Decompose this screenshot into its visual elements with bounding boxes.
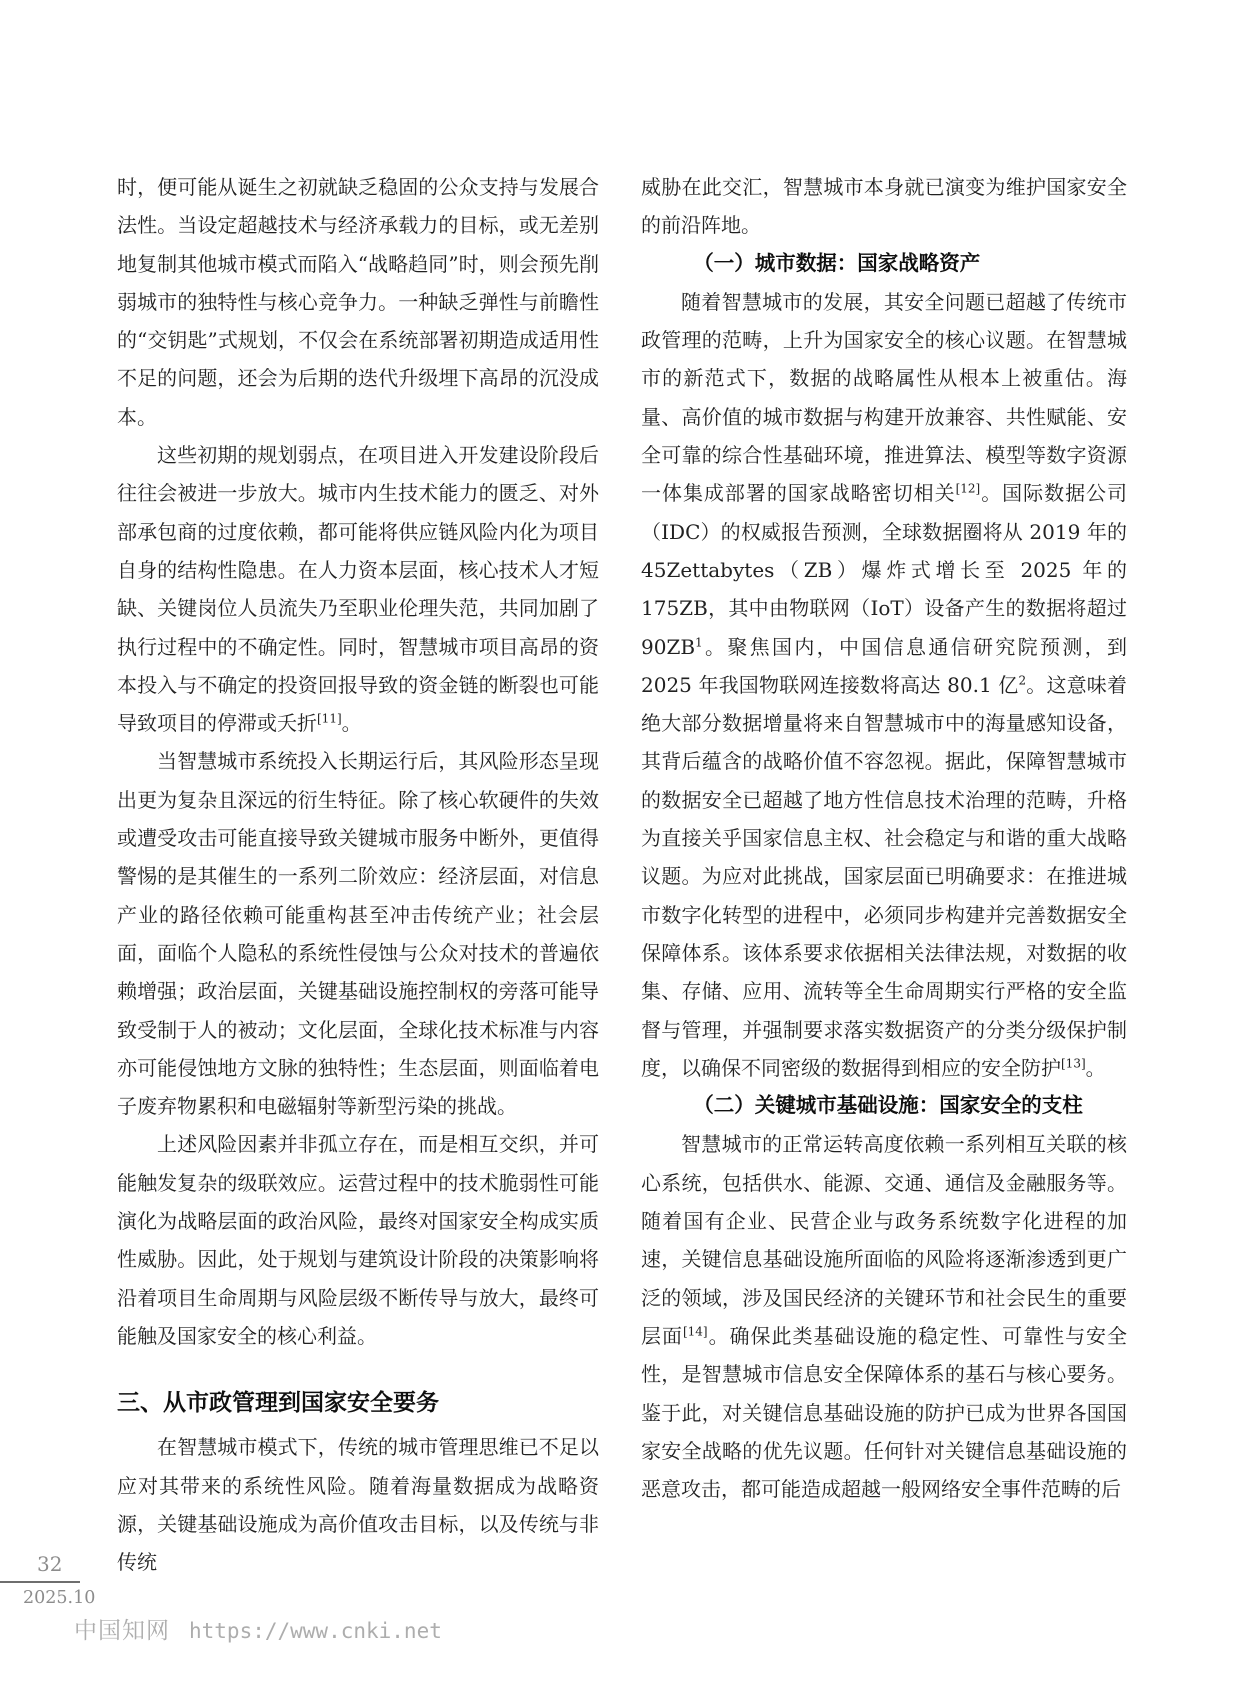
text-run: 。国际数据公司（IDC）的权威报告预测，全球数据圈将从 2019 年的 45Zettabytes（ZB）爆炸式增长至 2025 年的 175ZB，其中由物联网（IoT）设备产生的数据将超过 90ZB: [641, 481, 1128, 659]
subsection-heading: （一）城市数据：国家战略资产: [693, 251, 981, 275]
footer-rule: [0, 1581, 80, 1583]
paragraph: [117, 1125, 599, 1355]
watermark-source: 中国知网: [74, 1618, 170, 1644]
text-run: 当智慧城市系统投入长期运行后，其风险形态呈现出更为复杂且深远的衍生特征。除了核心软硬件的失效或遭受攻击可能直接导致关键城市服务中断外，更值得警惕的是其催生的一系列二阶效应：经济层面，对信息产业的路径依赖可能重构甚至冲击传统产业；社会层面，面临个人隐私的系统性侵蚀与公众对技术的普遍依赖增强；政治层面，关键基础设施控制权的旁落可能导致受制于人的被动；文化层面，全球化技术标准与内容亦可能侵蚀地方文脉的独特性；生态层面，则面临着电子废弃物累积和电磁辐射等新型污染的挑战。: [117, 749, 599, 1119]
paragraph: [117, 168, 599, 436]
watermark-url: https://www.cnki.net: [189, 1619, 442, 1643]
paragraph: [641, 283, 1127, 1087]
text-run: 智慧城市的正常运转高度依赖一系列相互关联的核心系统，包括供水、能源、交通、通信及金融服务等。随着国有企业、民营企业与政务系统数字化进程的加速，关键信息基础设施所面临的风险将逐渐渗透到更广泛的领域，涉及国民经济的关键环节和社会民生的重要层面: [641, 1132, 1127, 1348]
text-run: 。这意味着绝大部分数据增量将来自智慧城市中的海量感知设备，其背后蕴含的战略价值不容忽视。据此，保障智慧城市的数据安全已超越了地方性信息技术治理的范畴，升格为直接关乎国家信息主权、社会稳定与和谐的重大战略议题。为应对此挑战，国家层面已明确要求：在推进城市数字化转型的进程中，必须同步构建并完善数据安全保障体系。该体系要求依据相关法律法规，对数据的收集、存储、应用、流转等全生命周期实行严格的安全监督与管理，并强制要求落实数据资产的分类分级保护制度，以确保不同密级的数据得到相应的安全防护: [641, 672, 1127, 1080]
subsection-heading: （二）关键城市基础设施：国家安全的支柱: [693, 1094, 1083, 1118]
section-heading: 三、从市政管理到国家安全要务: [117, 1389, 439, 1416]
text-run: 时，便可能从诞生之初就缺乏稳固的公众支持与发展合法性。当设定超越技术与经济承载力的目标，或无差别地复制其他城市模式而陷入“战略趋同”时，则会预先削弱城市的独特性与核心竞争力。一种缺乏弹性与前瞻性的“交钥匙”式规划，不仅会在系统部署初期造成适用性不足的问题，还会为后期的迭代升级埋下高昂的沉没成本。: [117, 175, 599, 429]
issue-date: 2025.10: [23, 1588, 96, 1608]
text-run: 随着智慧城市的发展，其安全问题已超越了传统市政管理的范畴，上升为国家安全的核心议题。在智慧城市的新范式下，数据的战略属性从根本上被重估。海量、高价值的城市数据与构建开放兼容、共性赋能、安全可靠的综合性基础环境，推进算法、模型等数字资源一体集成部署的国家战略密切相关: [641, 289, 1127, 506]
superscript-ref: 2: [1018, 673, 1027, 688]
text-run: 上述风险因素并非孤立存在，而是相互交织，并可能触发复杂的级联效应。运营过程中的技术脆弱性可能演化为战略层面的政治风险，最终对国家安全构成实质性威胁。因此，处于规划与建筑设计阶段的决策影响将沿着项目生命周期与风险层级不断传导与放大，最终可能触及国家安全的核心利益。: [117, 1132, 599, 1348]
left-column: [117, 168, 599, 1581]
text-run: 。: [1085, 1055, 1106, 1080]
superscript-ref: 1: [695, 634, 703, 649]
paragraph: [117, 1428, 599, 1581]
watermark: [74, 1612, 442, 1645]
paragraph: [641, 1125, 1127, 1508]
superscript-ref: [12]: [955, 481, 981, 496]
superscript-ref: [13]: [1061, 1056, 1086, 1071]
text-run: 威胁在此交汇，智慧城市本身就已演变为维护国家安全的前沿阵地。: [641, 175, 1127, 238]
right-column: [641, 168, 1127, 1508]
text-run: 。聚焦国内，中国信息通信研究院预测，到 2025 年我国物联网连接数将高达 80.1 亿: [641, 634, 1127, 697]
text-run: 。确保此类基础设施的稳定性、可靠性与安全性，是智慧城市信息安全保障体系的基石与核心要务。鉴于此，对关键信息基础设施的防护已成为世界各国国家安全战略的优先议题。任何针对关键信息基础设施的恶意攻击，都可能造成超越一般网络安全事件范畴的后: [641, 1323, 1128, 1502]
superscript-ref: [14]: [682, 1324, 708, 1339]
text-run: 。: [341, 711, 362, 736]
superscript-ref: [11]: [317, 711, 342, 726]
text-run: 在智慧城市模式下，传统的城市管理思维已不足以应对其带来的系统性风险。随着海量数据成为战略资源，关键基础设施成为高价值攻击目标，以及传统与非传统: [117, 1435, 599, 1575]
paragraph: [117, 436, 599, 742]
page-number: 32: [37, 1552, 63, 1576]
text-run: 这些初期的规划弱点，在项目进入开发建设阶段后往往会被进一步放大。城市内生技术能力的匮乏、对外部承包商的过度依赖，都可能将供应链风险内化为项目自身的结构性隐患。在人力资本层面，核心技术人才短缺、关键岗位人员流失乃至职业伦理失范，共同加剧了执行过程中的不确定性。同时，智慧城市项目高昂的资本投入与不确定的投资回报导致的资金链的断裂也可能导致项目的停滞或夭折: [117, 443, 599, 736]
paragraph: [641, 168, 1127, 245]
paragraph: [117, 742, 599, 1125]
